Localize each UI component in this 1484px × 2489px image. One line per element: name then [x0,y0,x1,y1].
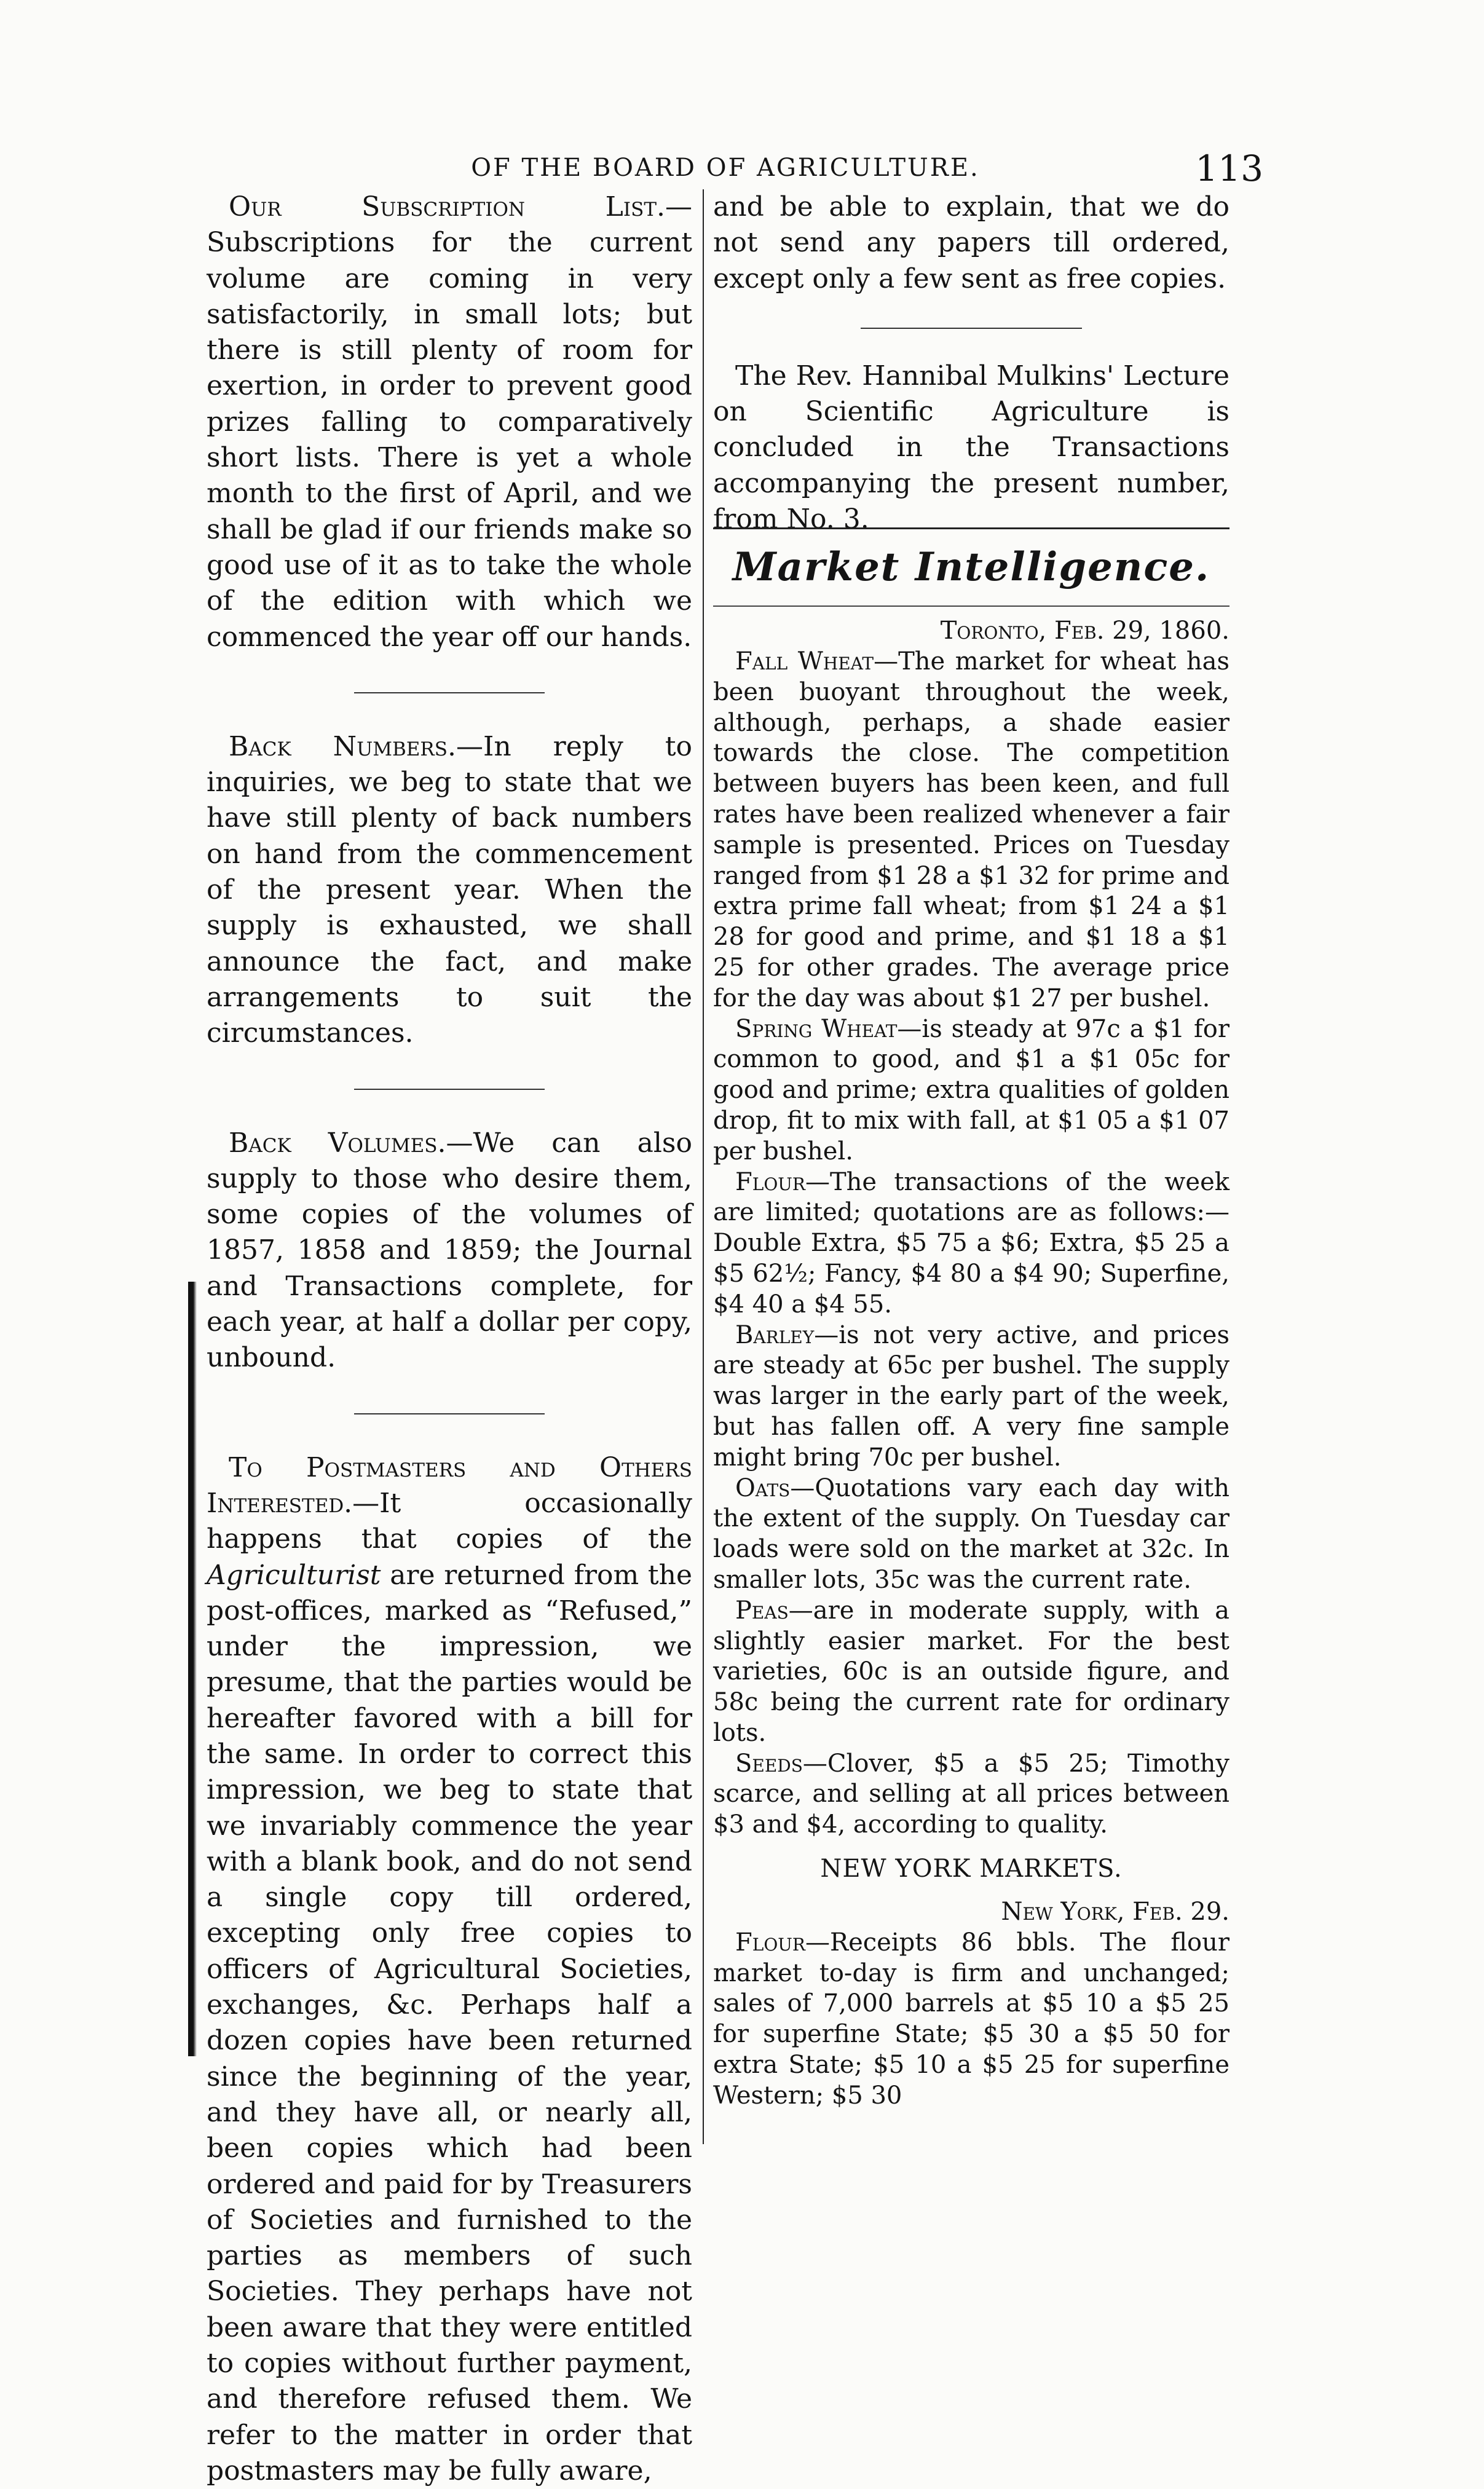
left-column [207,189,692,2489]
market-reports [713,615,1229,2112]
spring-wheat-text: —is steady at 97c a $1 for common to good, and $1 a $1 05c for good and prime; extra qualities of golden drop, fit to mix with fall, at $1 05 a $1 07 per bushel. [713,1014,1229,1166]
peas-text: —are in moderate supply, with a slightly easier market. For the best varieties, 60c is an outside figure, and 58c being the current rate for ordinary lots. [713,1596,1229,1747]
subscription-paragraph [207,189,692,655]
back-numbers-heading: Back Numbers. [229,730,456,762]
ny-flour-heading: Flour [735,1928,805,1957]
back-volumes-text: —We can also supply to those who desire them, some copies of the volumes of 1857, 1858 and 1859; the Journal and Transactions complete, for each year, at half a dollar per copy, unbound. [207,1127,692,1374]
spring-wheat-paragraph [713,1014,1229,1167]
back-volumes-paragraph [207,1126,692,1376]
flour-text: —The transactions of the week are limited; quotations are as follows:—Double Extra, $5 75 a $6; Extra, $5 25 a $5 62½; Fancy, $4 80 a $4 90; Superfine, $4 40 a $4 55. [713,1167,1229,1319]
running-title: OF THE BOARD OF AGRICULTURE. [471,154,980,182]
seeds-heading: Seeds [735,1749,803,1778]
column-divider [703,189,704,2144]
toronto-report [713,615,1229,1840]
barley-paragraph [713,1320,1229,1473]
toronto-dateline: Toronto, Feb. 29, 1860. [940,617,1229,645]
heading-rule-bottom [713,605,1229,607]
oats-paragraph [713,1473,1229,1596]
peas-heading: Peas [735,1596,789,1625]
ny-flour-text: —Receipts 86 bbls. The flour market to-day is firm and unchanged; sales of 7,000 barrels at $5 10 a $5 25 for superfine State; $5 30 a $5 50 for extra State; $5 10 a $5 25 for superfine Western; $5 30 [713,1928,1229,2110]
new-york-report [713,1854,1229,2112]
fall-wheat-paragraph [713,647,1229,1014]
agriculturist-title: Agriculturist [207,1559,381,1591]
page-number: 113 [1195,148,1263,189]
barley-heading: Barley [735,1320,815,1349]
back-volumes-heading: Back Volumes. [229,1127,446,1159]
subscription-text: —Subscriptions for the current volume are coming in very satisfactorily, in small lots; but there is still plenty of room for exertion, in order to prevent good prizes falling to comparatively short lists. There is yet a whole month to the first of April, and we shall be glad if our friends make so good use of it as to take the whole of the edition with which we commenced the year off our hands. [207,191,692,653]
section-divider [713,297,1229,358]
flour-paragraph [713,1167,1229,1320]
new-york-heading: NEW YORK MARKETS. [820,1855,1123,1884]
postmasters-text-1: —It occasionally happens that copies of the [207,1487,692,1555]
oats-text: —Quotations vary each day with the extent of the supply. On Tuesday car loads were sold on the market at 32c. In smaller lots, 35c was the current rate. [713,1473,1229,1594]
back-numbers-text: —In reply to inquiries, we beg to state that we have still plenty of back numbers on hand from the commencement of the present year. When the supply is exhausted, we shall announce the fact, and make arrangements to suit the circumstances. [207,730,693,1049]
fall-wheat-text: —The market for wheat has been buoyant throughout the week, although, perhaps, a shade easier towards the close. The competition between buyers has been keen, and full rates have been realized whenever a fair sample is presented. Prices on Tuesday ranged from $1 28 a $1 32 for prime and extra prime fall wheat; from $1 24 a $1 28 for good and prime, and $1 18 a $1 25 for other grades. The average price for the day was about $1 27 per bushel. [713,647,1230,1012]
peas-paragraph [713,1596,1229,1749]
new-york-dateline: New York, Feb. 29. [1001,1897,1229,1926]
barley-text: —is not very active, and prices are steady at 65c per bushel. The supply was larger in the early part of the week, but has fallen off. A very fine sample might bring 70c per bushel. [713,1320,1229,1472]
binding-shadow [188,1282,197,2056]
section-divider [207,1052,692,1126]
flour-heading: Flour [735,1167,805,1196]
right-column [713,189,1229,537]
fall-wheat-heading: Fall Wheat [735,647,874,676]
continuation-paragraph: and be able to explain, that we do not send any papers till ordered, except only a few sent as free copies. [713,191,1229,294]
postmasters-heading: To Postmasters and Others Interested. [207,1451,692,1519]
market-intelligence-heading: Market Intelligence. [732,544,1210,590]
section-divider [207,655,692,729]
postmasters-paragraph [207,1450,692,2489]
lecture-note: The Rev. Hannibal Mulkins' Lecture on Scientific Agriculture is concluded in the Transactions accompanying the present number, from No. 3. [713,360,1229,535]
section-divider [207,1376,692,1450]
seeds-text: —Clover, $5 a $5 25; Timothy scarce, and selling at all prices between $3 and $4, according to quality. [713,1749,1229,1839]
subscription-heading: Our Subscription List. [229,191,665,223]
ny-flour-paragraph [713,1928,1229,2112]
postmasters-text-2: are returned from the post-offices, marked as “Refused,” under the impression, we presume, that the parties would be hereafter favored with a bill for the same. In order to correct this impression, we beg to state that we invariably commence the year with a blank book, and do not send a single copy till ordered, excepting only free copies to officers of Agricultural Societies, exchanges, &c. Perhaps half a dozen copies have been returned since the beginning of the year, and they have all, or nearly all, been copies which had been ordered and paid for by Treasurers of Societies and furnished to the parties as members of such Societies. They perhaps have not been aware that they were entitled to copies without further payment, and therefore refused them. We refer to the matter in order that postmasters may be fully aware, [207,1559,692,2487]
back-numbers-paragraph [207,729,692,1052]
oats-heading: Oats [735,1473,791,1502]
spring-wheat-heading: Spring Wheat [735,1014,898,1043]
heading-rule-top [713,527,1229,529]
seeds-paragraph [713,1749,1229,1840]
